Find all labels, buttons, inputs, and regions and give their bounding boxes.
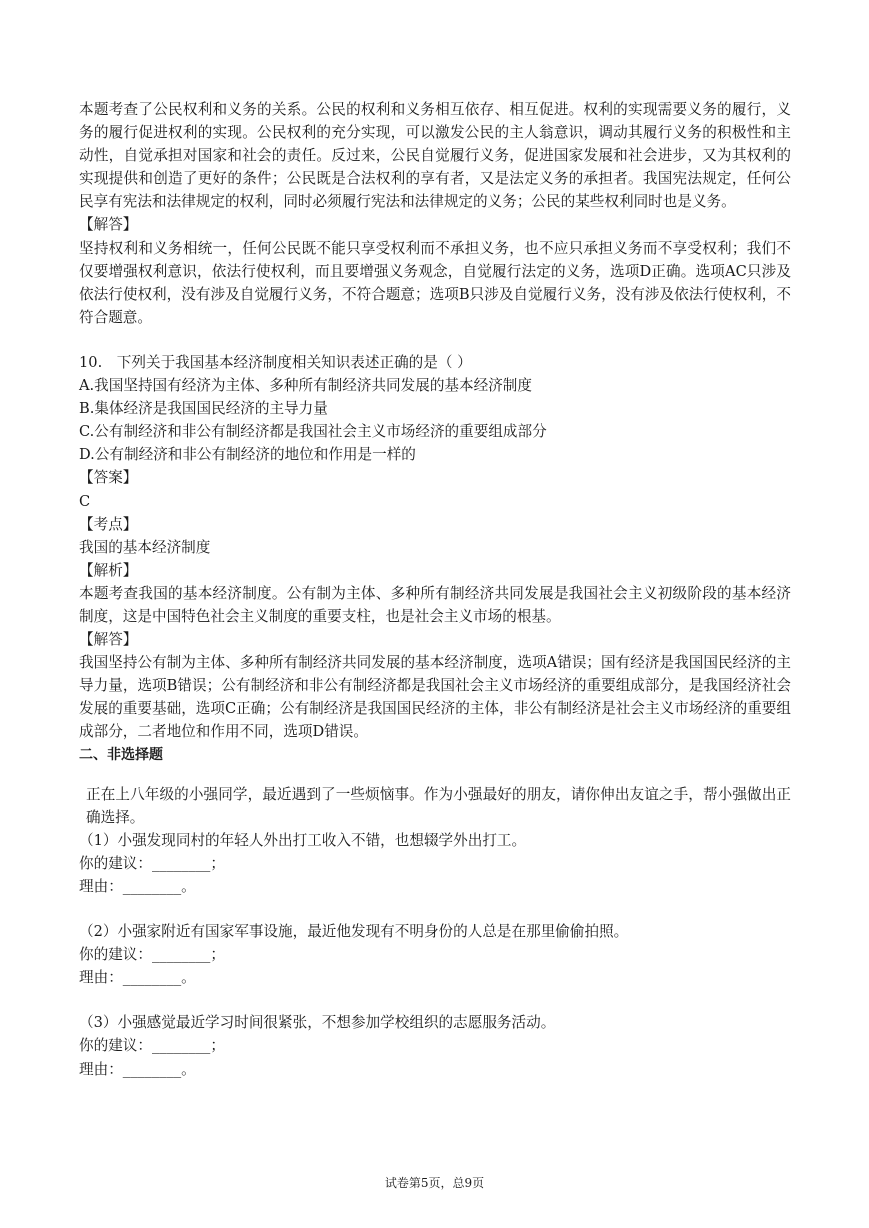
answer-paragraph: 坚持权利和义务相统一，任何公民既不能只享受权利而不承担义务，也不应只承担义务而不享受权利；我们不仅要增强权利意识，依法行使权利，而且要增强义务观念，自觉履行法定的义务，选项D正确。选项AC只涉及依法行使权利，没有涉及自觉履行义务，不符合题意；选项B只涉及自觉履行义务，没有涉及依法行使权利，不符合题意。 xyxy=(79,239,791,326)
answer-heading: 【答案】 xyxy=(79,469,138,487)
option-d: D.公有制经济和非公有制经济的地位和作用是一样的 xyxy=(79,446,416,464)
analysis-heading: 【解析】 xyxy=(79,561,138,579)
reason-line-3: 理由：________。 xyxy=(79,1060,196,1078)
point-heading: 【考点】 xyxy=(79,515,138,533)
analysis-paragraph: 本题考查了公民权利和义务的关系。公民的权利和义务相互依存、相互促进。权利的实现需要义务的履行，义务的履行促进权利的实现。公民权利的充分实现，可以激发公民的主人翁意识，调动其履行义务的积极性和主动性，自觉承担对国家和社会的责任。反过来，公民自觉履行义务，促进国家发展和社会进步，又为其权利的实现提供和创造了更好的条件；公民既是合法权利的享有者，又是法定义务的承担者。我国宪法规定，任何公民享有宪法和法律规定的权利，同时必须履行宪法和法律规定的义务；公民的某些权利同时也是义务。 xyxy=(79,101,791,211)
section-title: 二、非选择题 xyxy=(79,746,163,763)
advice-line-3: 你的建议：________； xyxy=(79,1037,225,1055)
answer-value: C xyxy=(79,492,91,510)
option-a: A.我国坚持国有经济为主体、多种所有制经济共同发展的基本经济制度 xyxy=(79,377,532,395)
point-value: 我国的基本经济制度 xyxy=(79,538,211,556)
option-c: C.公有制经济和非公有制经济都是我国社会主义市场经济的重要组成部分 xyxy=(79,423,547,441)
advice-line-1: 你的建议：________； xyxy=(79,854,225,872)
document-page xyxy=(79,98,791,1081)
sub-question-1: （1）小强发现同村的年轻人外出打工收入不错，也想辍学外出打工。 xyxy=(79,831,527,849)
advice-line-2: 你的建议：________； xyxy=(79,946,225,964)
option-b: B.集体经济是我国国民经济的主导力量 xyxy=(79,400,328,418)
page-footer: 试卷第5页，总9页 xyxy=(384,1176,485,1190)
question-10 xyxy=(79,351,791,744)
solution-paragraph: 我国坚持公有制为主体、多种所有制经济共同发展的基本经济制度，选项A错误；国有经济是我国国民经济的主导力量，选项B错误；公有制经济和非公有制经济都是我国社会主义市场经济的重要组成部分，是我国经济社会发展的重要基础，选项C正确；公有制经济是我国国民经济的主体，非公有制经济是社会主义市场经济的重要组成部分，二者地位和作用不同，选项D错误。 xyxy=(79,654,791,741)
non-choice-question xyxy=(79,783,791,1081)
reason-line-2: 理由：________。 xyxy=(79,969,196,987)
sub-question-2: （2）小强家附近有国家军事设施，最近他发现有不明身份的人总是在那里偷偷拍照。 xyxy=(79,923,629,941)
question-intro: 正在上八年级的小强同学，最近遇到了一些烦恼事。作为小强最好的朋友，请你伸出友谊之手，帮小强做出正确选择。 xyxy=(86,785,791,826)
solution-heading: 【解答】 xyxy=(79,631,138,649)
question-stem: 10. 下列关于我国基本经济制度相关知识表述正确的是（ ） xyxy=(79,353,472,371)
analysis-paragraph: 本题考查我国的基本经济制度。公有制为主体、多种所有制经济共同发展是我国社会主义初级阶段的基本经济制度，这是中国特色社会主义制度的重要支柱，也是社会主义市场的根基。 xyxy=(79,584,791,625)
answer-heading: 【解答】 xyxy=(79,216,138,234)
sub-question-3: （3）小强感觉最近学习时间很紧张，不想参加学校组织的志愿服务活动。 xyxy=(79,1014,556,1032)
reason-line-1: 理由：________。 xyxy=(79,878,196,895)
